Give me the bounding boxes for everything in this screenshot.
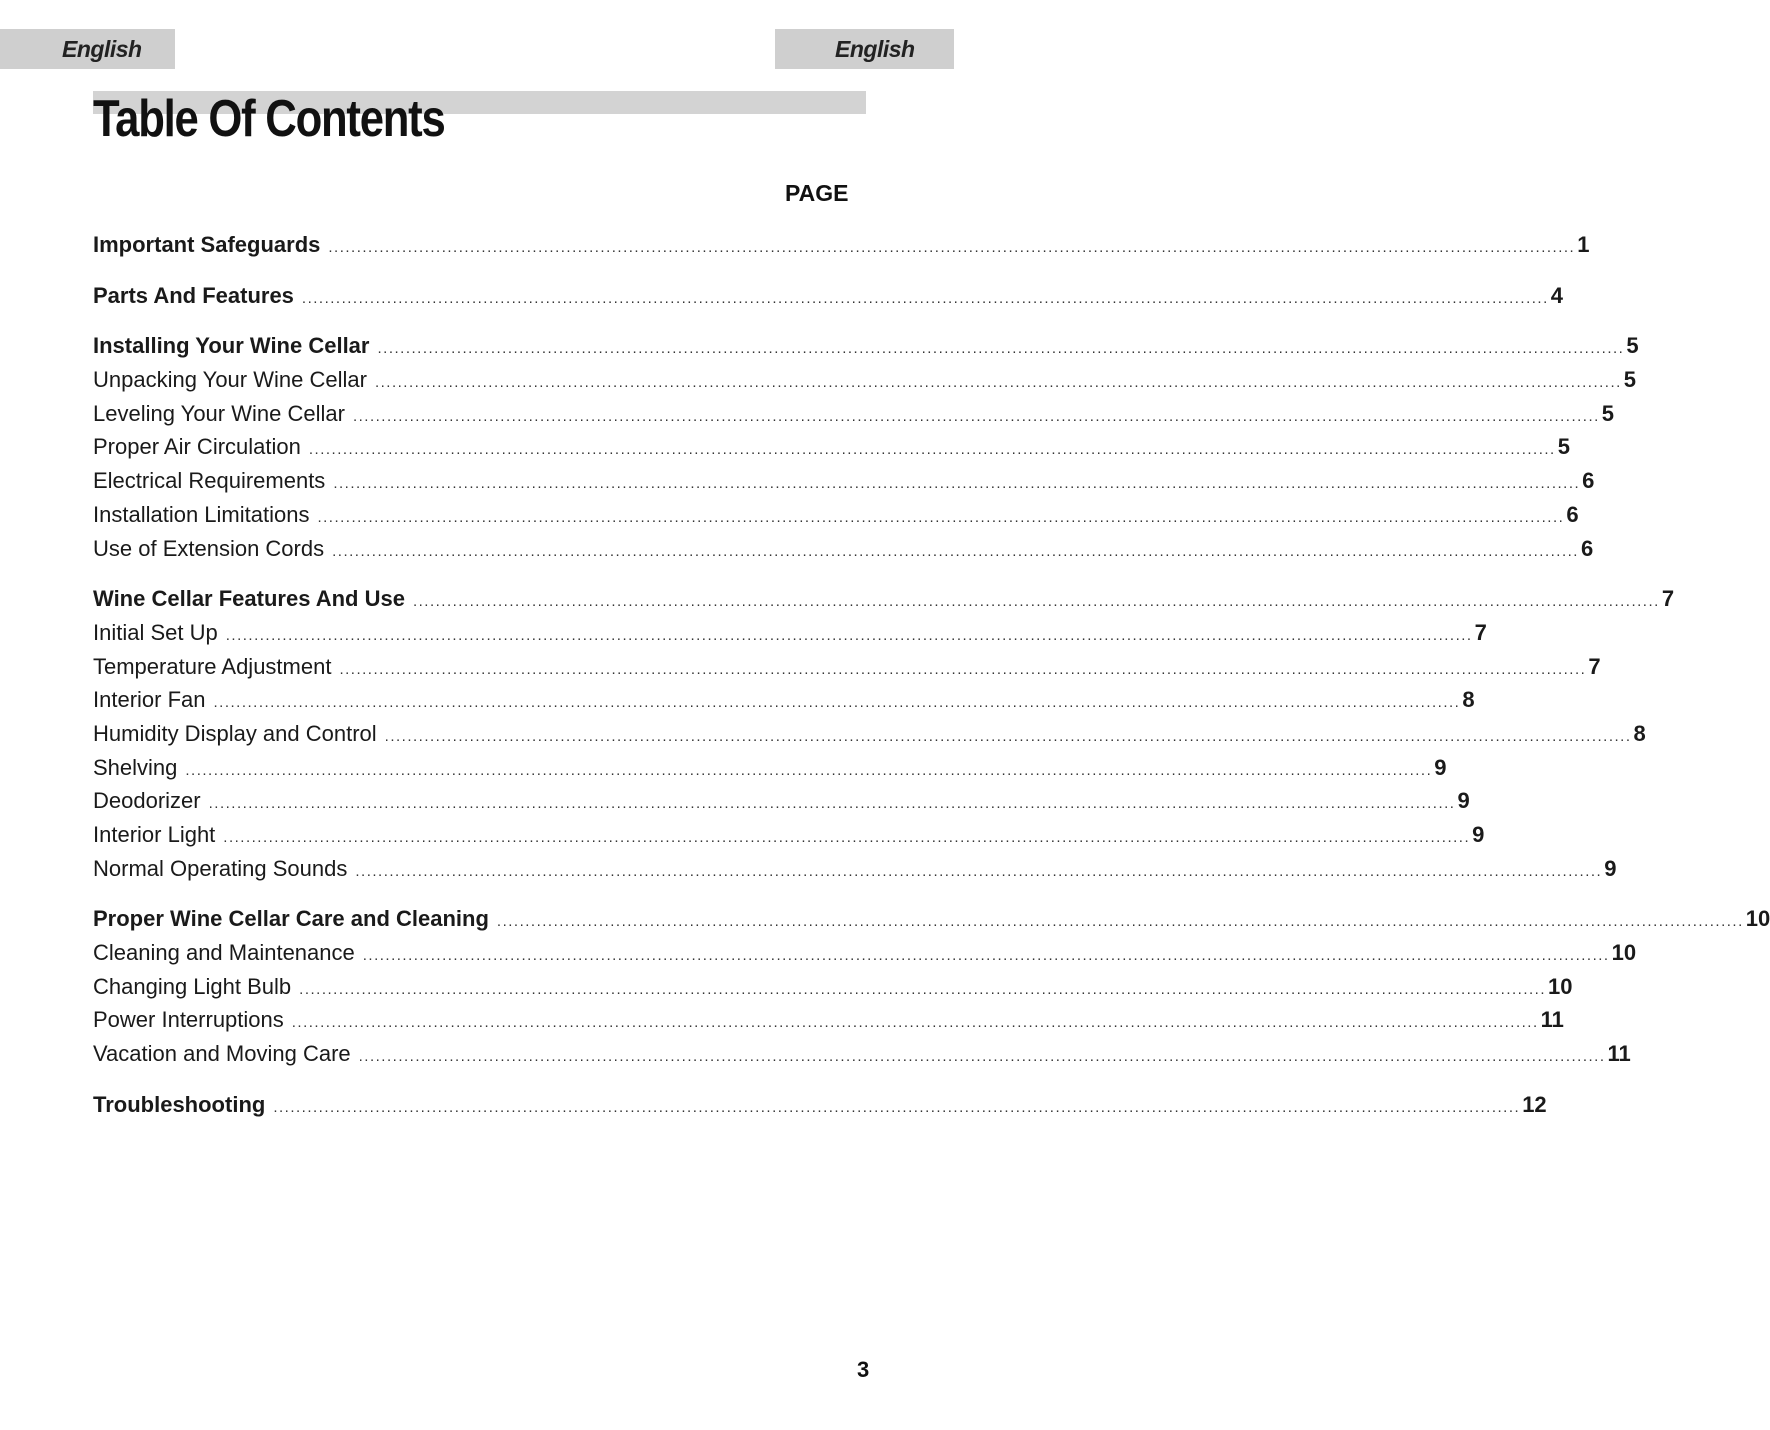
dot-leader: ............................................................................................................................................................................................................................	[355, 862, 1603, 880]
dot-leader: ............................................................................................................................................................................................................................	[333, 475, 1581, 493]
toc-entry-label: Proper Air Circulation	[93, 434, 301, 460]
dot-leader: ............................................................................................................................................................................................................................	[374, 374, 1622, 392]
toc-entry-page: 6	[1582, 468, 1595, 494]
toc-entry-label: Leveling Your Wine Cellar	[93, 400, 345, 426]
toc-entry-installation-limitations	[93, 498, 1579, 532]
dot-leader: ............................................................................................................................................................................................................................	[412, 593, 1660, 611]
dot-leader: ............................................................................................................................................................................................................................	[273, 1098, 1521, 1116]
dot-leader: ............................................................................................................................................................................................................................	[223, 829, 1471, 846]
toc-entry-page: 10	[1745, 906, 1770, 932]
toc-entry-label: Initial Set Up	[93, 619, 218, 645]
toc-entry-page: 8	[1462, 687, 1475, 713]
toc-entry-cleaning-and-maintenance	[93, 936, 1637, 970]
toc-entry-proper-air-circulation	[93, 430, 1570, 464]
toc-entry-label: Normal Operating Sounds	[93, 855, 348, 881]
dot-leader: ............................................................................................................................................................................................................................	[384, 727, 1632, 745]
table-of-contents	[93, 228, 1770, 1139]
toc-entry-label: Changing Light Bulb	[93, 973, 292, 999]
page-number: 3	[857, 1357, 870, 1382]
page-title: Table Of Contents	[93, 90, 445, 148]
toc-entry-label: Use of Extension Cords	[93, 535, 325, 561]
dot-leader: ............................................................................................................................................................................................................................	[291, 1014, 1539, 1032]
toc-entry-page: 6	[1566, 501, 1579, 527]
dot-leader: ............................................................................................................................................................................................................................	[362, 947, 1610, 965]
toc-entry-vacation-and-moving-care	[93, 1037, 1631, 1071]
toc-entry-wine-cellar-features-and-use	[93, 582, 1675, 616]
toc-entry-interior-fan	[93, 683, 1475, 717]
toc-entry-label: Vacation and Moving Care	[93, 1041, 351, 1067]
toc-entry-page: 7	[1588, 653, 1601, 679]
toc-entry-label: Parts And Features	[93, 282, 294, 308]
toc-entry-page: 5	[1626, 333, 1639, 359]
toc-entry-label: Wine Cellar Features And Use	[93, 586, 405, 612]
toc-entry-leveling-your-wine-cellar	[93, 397, 1615, 431]
dot-leader: ............................................................................................................................................................................................................................	[339, 660, 1587, 678]
toc-entry-shelving	[93, 751, 1447, 785]
toc-entry-label: Deodorizer	[93, 788, 201, 814]
toc-entry-page: 5	[1601, 400, 1615, 426]
toc-entry-page: 5	[1623, 367, 1637, 393]
toc-entry-label: Interior Light	[93, 822, 216, 847]
toc-section-important-safeguards	[93, 228, 1590, 262]
toc-entry-label: Power Interruptions	[93, 1007, 284, 1033]
dot-leader: ............................................................................................................................................................................................................................	[308, 441, 1556, 459]
dot-leader: ............................................................................................................................................................................................................................	[377, 340, 1625, 358]
dot-leader: ............................................................................................................................................................................................................................	[352, 407, 1600, 425]
toc-entry-installing-your-wine-cellar	[93, 329, 1639, 363]
page-column-label: PAGE	[785, 180, 849, 206]
toc-entry-label: Electrical Requirements	[93, 468, 326, 494]
toc-entry-proper-wine-cellar-care-and-cleaning	[93, 902, 1770, 936]
toc-entry-label: Temperature Adjustment	[93, 653, 332, 679]
dot-leader: ............................................................................................................................................................................................................................	[332, 542, 1579, 560]
toc-entry-interior-light	[93, 818, 1485, 852]
toc-entry-label: Installing Your Wine Cellar	[93, 333, 370, 359]
toc-entry-parts-and-features	[93, 279, 1564, 313]
toc-entry-use-of-extension-cords	[93, 532, 1594, 566]
toc-entry-page: 5	[1557, 434, 1570, 460]
toc-entry-power-interruptions	[93, 1003, 1564, 1037]
language-tab-right: English	[775, 29, 954, 69]
toc-section-troubleshooting	[93, 1088, 1547, 1122]
toc-entry-page: 9	[1472, 822, 1485, 847]
toc-entry-page: 11	[1540, 1007, 1564, 1033]
dot-leader: ............................................................................................................................................................................................................................	[208, 795, 1456, 813]
toc-entry-page: 4	[1550, 282, 1564, 308]
dot-leader: ............................................................................................................................................................................................................................	[299, 980, 1547, 998]
toc-section-installing-your-wine-cellar	[93, 329, 1639, 565]
toc-entry-label: Installation Limitations	[93, 501, 310, 527]
toc-section-proper-wine-cellar-care-and-cleaning	[93, 902, 1770, 1070]
toc-entry-electrical-requirements	[93, 464, 1595, 498]
dot-leader: ............................................................................................................................................................................................................................	[213, 694, 1461, 712]
toc-entry-label: Interior Fan	[93, 687, 206, 713]
toc-entry-humidity-display-and-control	[93, 717, 1646, 751]
toc-entry-page: 9	[1604, 855, 1617, 881]
toc-entry-page: 7	[1474, 619, 1487, 645]
toc-entry-page: 10	[1611, 940, 1637, 966]
toc-entry-label: Cleaning and Maintenance	[93, 940, 355, 966]
toc-entry-changing-light-bulb	[93, 970, 1573, 1004]
toc-entry-initial-set-up	[93, 616, 1487, 650]
dot-leader: ............................................................................................................................................................................................................................	[317, 508, 1565, 526]
dot-leader: ............................................................................................................................................................................................................................	[358, 1048, 1606, 1066]
toc-entry-important-safeguards	[93, 228, 1590, 262]
toc-section-parts-and-features	[93, 279, 1564, 313]
dot-leader: ............................................................................................................................................................................................................................	[185, 761, 1433, 779]
dot-leader: ............................................................................................................................................................................................................................	[225, 626, 1473, 644]
toc-section-wine-cellar-features-and-use	[93, 582, 1675, 885]
toc-entry-normal-operating-sounds	[93, 852, 1617, 886]
toc-entry-page: 7	[1661, 586, 1675, 612]
toc-entry-deodorizer	[93, 784, 1470, 818]
toc-entry-label: Troubleshooting	[93, 1091, 266, 1117]
dot-leader: ............................................................................................................................................................................................................................	[328, 239, 1576, 256]
toc-entry-page: 1	[1577, 232, 1590, 257]
toc-entry-page: 10	[1548, 973, 1573, 999]
toc-entry-page: 9	[1434, 754, 1447, 780]
toc-entry-page: 6	[1580, 535, 1594, 561]
toc-entry-troubleshooting	[93, 1088, 1547, 1122]
toc-entry-page: 11	[1607, 1041, 1631, 1067]
toc-entry-label: Unpacking Your Wine Cellar	[93, 367, 367, 393]
toc-entry-temperature-adjustment	[93, 650, 1601, 684]
toc-entry-label: Proper Wine Cellar Care and Cleaning	[93, 906, 489, 932]
dot-leader: ............................................................................................................................................................................................................................	[496, 913, 1744, 931]
toc-entry-label: Shelving	[93, 754, 178, 780]
toc-entry-unpacking-your-wine-cellar	[93, 363, 1637, 397]
dot-leader: ............................................................................................................................................................................................................................	[301, 289, 1549, 307]
language-tab-left: English	[0, 29, 175, 69]
toc-entry-page: 8	[1633, 720, 1646, 746]
toc-entry-label: Important Safeguards	[93, 232, 321, 257]
toc-entry-page: 12	[1522, 1091, 1547, 1117]
toc-entry-label: Humidity Display and Control	[93, 720, 377, 746]
toc-entry-page: 9	[1457, 788, 1470, 814]
